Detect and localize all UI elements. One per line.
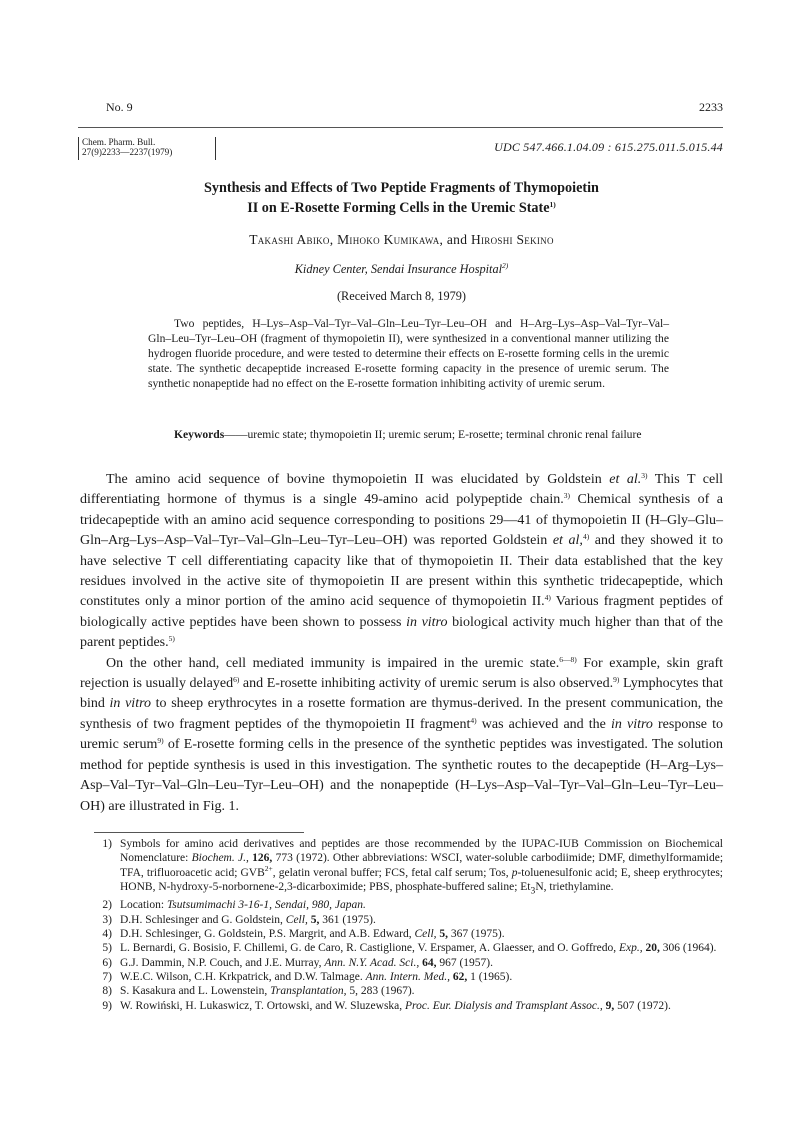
p2-seg: and E-rosette inhibiting activity of uremic serum is also observed.	[239, 676, 614, 692]
fn-seg: 5, 283 (1967).	[346, 985, 415, 998]
paragraph-2	[80, 654, 723, 817]
fn-journal: Ann. Intern. Med.,	[365, 970, 450, 983]
fn-journal: Exp.,	[619, 942, 643, 955]
p1-italic: et al,	[552, 533, 583, 549]
author-3: Hiroshi Sekino	[470, 232, 554, 247]
fn-volume: 5,	[439, 928, 449, 941]
page-number: 2233	[699, 100, 723, 114]
article-title	[80, 178, 723, 218]
fn-seg: S. Kasakura and L. Lowenstein,	[120, 985, 271, 998]
p2-italic: in vitro	[109, 696, 152, 712]
title-line-2-text: II on E-Rosette Forming Cells in the Uremic State	[247, 200, 550, 216]
author-2: Mihoko Kumikawa,	[337, 232, 444, 247]
fn-seg: 306 (1964).	[659, 942, 717, 955]
fn-seg: 773 (1972). Other abbreviations: WSCI, water-soluble carbodiimide; DMF, dimethylformamide; TFA, trifluoroacetic acid; GVB	[120, 852, 724, 879]
citation-mark: 4)	[544, 593, 551, 603]
journal-reference	[82, 137, 172, 157]
journal-name: Chem. Pharm. Bull.	[82, 137, 156, 147]
p2-seg: Lymphocytes that bind	[80, 676, 723, 712]
citation-mark: 9)	[157, 736, 164, 746]
fn-seg: G.J. Dammin, N.P. Couch, and J.E. Murray,	[120, 956, 325, 969]
keywords-dash: ——	[224, 428, 248, 441]
keywords-text: uremic state; thymopoietin II; uremic serum; E-rosette; terminal chronic renal failure	[247, 428, 642, 441]
p2-seg: was achieved and the	[476, 716, 611, 732]
author-conjunction: and	[446, 232, 468, 247]
fn-journal: Biochem. J.,	[191, 852, 249, 865]
fn-seg: 367 (1975).	[448, 928, 505, 941]
issue-number: No. 9	[106, 100, 133, 114]
abstract: Two peptides, H–Lys–Asp–Val–Tyr–Val–Gln–Leu–Tyr–Leu–OH and H–Arg–Lys–Asp–Val–Tyr–Val–Gln–Leu–Tyr–Leu–OH (fragment of thymopoietin II), were synthesized in a conventional manner utilizing the hydrogen fluoride procedure, and were tested to determine their effects on E-rosette forming cells in the uremic state. The synthetic decapeptide increased E-rosette forming capacity in the presence of uremic serum. The synthetic nonapeptide had no effect on the E-rosette formation inhibiting activity of uremic serum.	[148, 317, 669, 391]
footnotes	[94, 837, 723, 1013]
citation-mark: 9)	[613, 675, 620, 685]
citation-mark: 4)	[582, 532, 590, 542]
footnote-number: 7)	[102, 970, 112, 983]
p1-seg: biological activity much higher than that of the parent peptides.	[80, 614, 724, 651]
fn-volume: 5,	[310, 913, 320, 926]
fn-seg: W. Rowiński, H. Lukaswicz, T. Ortowski, and W. Sluzewska,	[120, 999, 406, 1012]
footnote-number: 6)	[102, 956, 112, 969]
fn-volume: 9,	[605, 999, 615, 1012]
affiliation-footnote-mark: 2)	[502, 261, 509, 270]
footnote	[94, 956, 723, 970]
citation-mark: 6)	[233, 675, 240, 685]
affiliation-text: Kidney Center, Sendai Insurance Hospital	[294, 262, 503, 276]
fn-volume: 62,	[452, 970, 468, 983]
keywords	[148, 427, 669, 442]
fn-journal: Cell,	[414, 928, 437, 941]
fn-italic: Tsutsumimachi 3-16-1, Sendai, 980, Japan.	[166, 899, 366, 912]
p2-seg: of E-rosette forming cells in the presence of the synthetic peptides was investigated. The solution method for peptide synthesis is used in this investigation. The synthetic routes to the decapeptide (H–Arg–Lys–Asp–Val–Tyr–Val–Gln–Leu–Tyr–Leu–OH) and the nonapeptide (H–Lys–Asp–Val–Tyr–Val–Gln–Leu–Tyr–Leu–OH) are illustrated in Fig. 1.	[80, 737, 723, 814]
p1-seg: and they showed it to have selective T cell differentiating capacity like that of thymopoietin II. Their data established that the key residues involved in the active site of thymopoietin II are present within this synthetic tridecapeptide, which constitutes only a minor portion of the amino acid sequence of thymopoietin II.	[80, 533, 724, 610]
title-footnote-mark: 1)	[549, 200, 556, 209]
footnote	[94, 837, 723, 898]
author-1: Takashi Abiko,	[249, 232, 334, 247]
fn-seg: Symbols for amino acid derivatives and peptides are those recommended by the IUPAC-IUB Commission on Biochemical Nomenclature:	[120, 838, 723, 865]
footnote-number: 2)	[102, 899, 112, 912]
affiliation	[80, 262, 723, 277]
fn-italic: p	[511, 866, 518, 879]
received-date: (Received March 8, 1979)	[336, 289, 467, 303]
title-line-2	[80, 198, 723, 218]
p1-italic: et al.	[609, 472, 642, 487]
journal-volume: 27(9)2233—2237(1979)	[82, 147, 173, 157]
footnote-number: 1)	[102, 838, 112, 850]
footnote	[94, 927, 723, 941]
fn-journal: Proc. Eur. Dialysis and Tramsplant Assoc.,	[405, 999, 603, 1012]
p2-italic: in vitro	[610, 716, 653, 732]
fn-seg: 361 (1975).	[319, 913, 376, 926]
fn-seg: W.E.C. Wilson, C.H. Krkpatrick, and D.W. Talmage.	[120, 970, 366, 983]
p1-seg: Various fragment peptides of biologically active peptides have been shown to possess	[80, 594, 723, 630]
running-header	[106, 100, 723, 116]
footnote-number: 9)	[102, 999, 112, 1012]
title-line-1: Synthesis and Effects of Two Peptide Fragments of Thymopoietin	[204, 180, 599, 196]
fn-seg: D.H. Schlesinger and G. Goldstein,	[120, 913, 286, 926]
fn-seg: -toluenesulfonic acid; E, sheep erythrocytes; HONB, N-hydroxy-5-norbornene-2,3-dicarboximide; PBS, phosphate-buffered saline; Et	[120, 866, 723, 893]
fn-seg: , gelatin veronal buffer; FCS, fetal calf serum; Tos,	[272, 866, 512, 879]
fn-volume: 64,	[422, 956, 437, 969]
fn-volume: 126,	[252, 852, 273, 865]
header-rule	[78, 127, 723, 128]
citation-mark: 4)	[470, 715, 477, 725]
fn-volume: 20,	[645, 942, 660, 955]
p2-seg: On the other hand, cell mediated immunity is impaired in the uremic state.	[106, 655, 560, 671]
fn-seg: N, triethylamine.	[535, 880, 614, 893]
p1-seg: This T cell differentiating hormone of thymus is a single 49-amino acid polypeptide chain.	[80, 472, 723, 508]
footnote	[94, 913, 723, 927]
fn-superscript: 2+	[264, 863, 273, 873]
footnote	[94, 984, 723, 998]
fn-seg: 967 (1957).	[436, 956, 494, 969]
keywords-label: Keywords	[174, 428, 225, 441]
footnote	[94, 898, 723, 912]
footnote-number: 8)	[102, 985, 112, 998]
fn-journal: Cell,	[285, 913, 308, 926]
footnote-number: 4)	[102, 928, 112, 941]
footnote	[94, 999, 723, 1013]
footnote	[94, 970, 723, 984]
fn-seg: 1 (1965).	[467, 970, 513, 983]
p2-seg: For example, skin graft rejection is usually delayed	[80, 655, 723, 692]
fn-subscript: 3	[530, 885, 536, 897]
author-list	[80, 232, 723, 248]
body-text	[80, 470, 723, 817]
citation-mark: 6—8)	[559, 654, 577, 664]
p1-italic: in vitro	[406, 614, 448, 630]
citation-mark: 3)	[563, 491, 570, 501]
footnote-rule	[94, 832, 304, 833]
citation-mark: 3)	[641, 471, 648, 480]
footnote-number: 3)	[102, 913, 112, 926]
p2-seg: to sheep erythrocytes in a rosette formation are thymus-derived. In the present communication, the synthesis of two fragment peptides of the thymopoietin II fragment	[80, 696, 724, 732]
footnote-number: 5)	[102, 942, 112, 955]
p2-seg: response to uremic serum	[80, 716, 723, 753]
footnote	[94, 941, 723, 955]
paragraph-1	[80, 470, 723, 654]
fn-journal: Ann. N.Y. Acad. Sci.,	[324, 956, 420, 969]
fn-seg: D.H. Schlesinger, G. Goldstein, P.S. Margrit, and A.B. Edward,	[120, 928, 415, 941]
p1-seg: Chemical synthesis of a tridecapeptide with an amino acid sequence corresponding to positions 29—41 of thymopoietin II (H–Gly–Glu–Gln–Arg–Lys–Asp–Val–Tyr–Val–Gln–Leu–Tyr–Leu–OH) was reported Goldstein	[80, 492, 723, 549]
udc-code: UDC 547.466.1.04.09 : 615.275.011.5.015.44	[494, 140, 723, 154]
fn-journal: Transplantation,	[270, 985, 347, 998]
fn-seg: 507 (1972).	[614, 999, 671, 1012]
fn-seg: L. Bernardi, G. Bosisio, F. Chillemi, G. de Caro, R. Castiglione, V. Erspamer, A. Glaesser, and O. Goffredo,	[120, 942, 619, 955]
fn-seg: Location:	[120, 899, 167, 912]
p1-seg: The amino acid sequence of bovine thymopoietin II was elucidated by Goldstein	[106, 472, 610, 487]
citation-mark: 5)	[168, 634, 175, 644]
